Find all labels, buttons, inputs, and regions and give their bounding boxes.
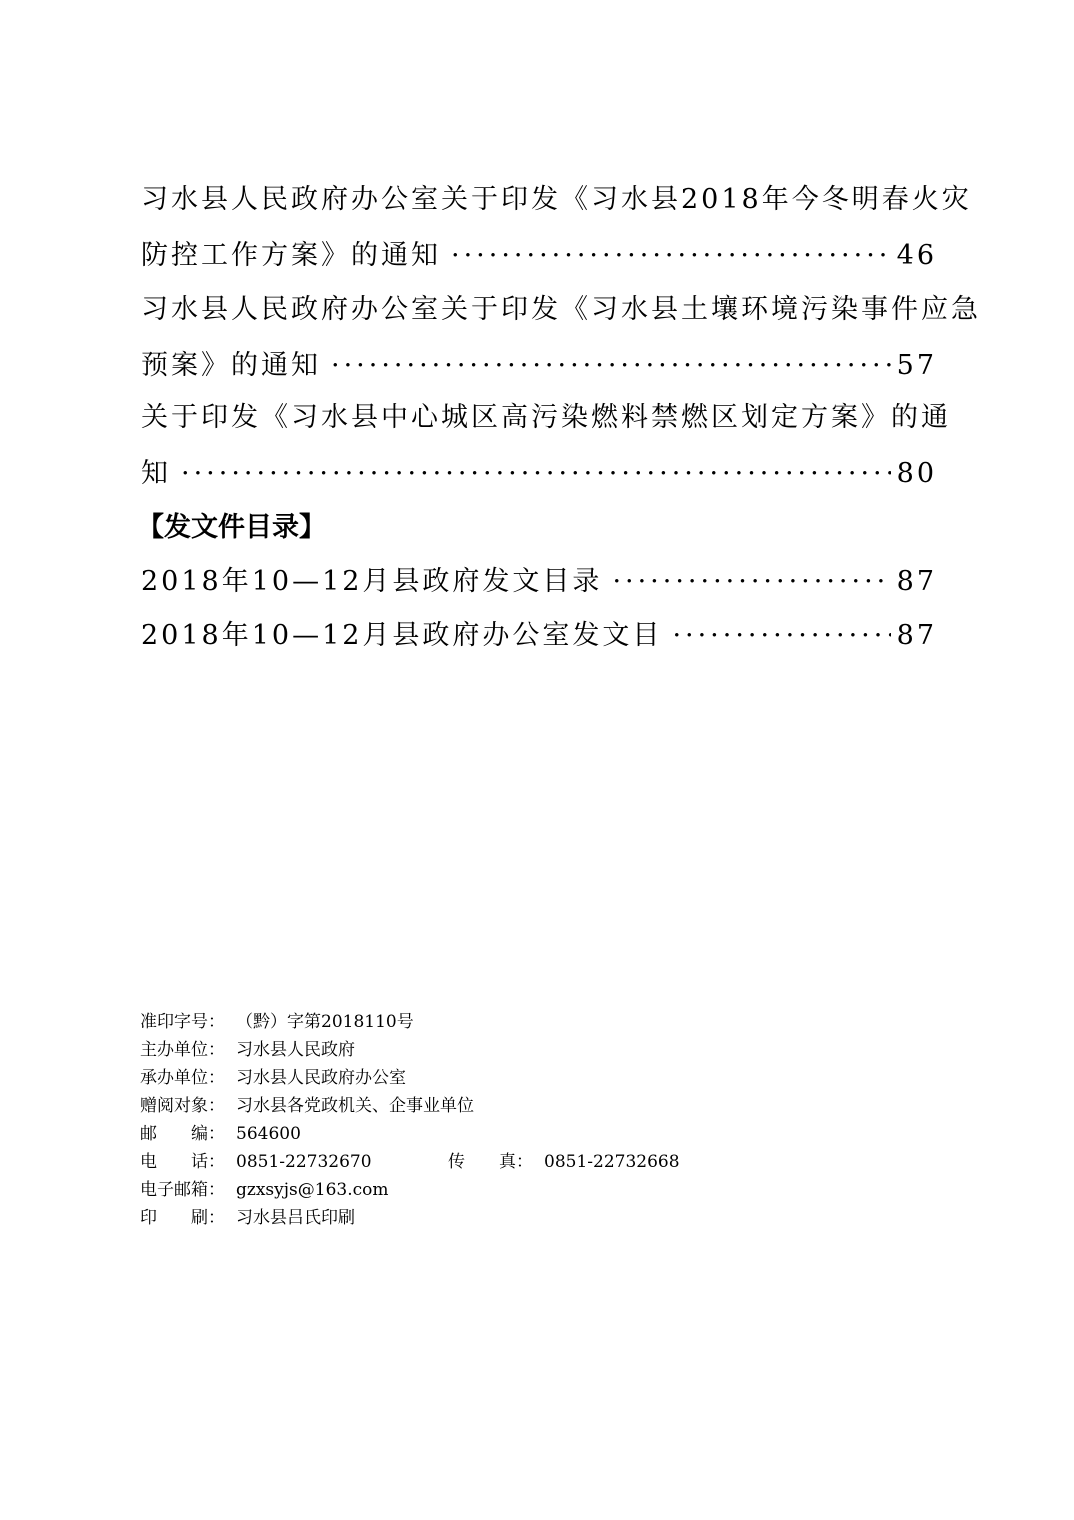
colophon-value: 习水县人民政府 [236,1040,355,1060]
toc-entry-line2 [141,228,937,284]
toc-leader-dots [181,446,891,502]
colophon-permit [140,1008,680,1036]
colophon-label: 电子邮箱： [140,1180,225,1200]
colophon-value: 习水县各党政机关、企事业单位 [236,1096,474,1116]
colophon-email [140,1176,680,1204]
toc-entry-fire-prevention[interactable] [141,172,972,284]
colophon-postcode [140,1120,680,1148]
colophon-label: 赠阅对象： [140,1096,225,1116]
toc-entry-title-line2: 知 [141,458,171,489]
toc-entry-title-line1: 关于印发《习水县中心城区高污染燃料禁燃区划定方案》的通 [141,402,951,433]
toc-entry-fuel-ban-zone[interactable] [141,390,951,502]
colophon-printer [140,1204,680,1232]
toc-leader-dots [672,608,890,664]
toc-entry-county-gov-documents[interactable] [141,554,937,610]
colophon-value: 564600 [236,1124,301,1144]
toc-page-number: 46 [896,240,937,271]
section-heading: 【发文件目录】 [137,512,326,543]
colophon-organizer [140,1064,680,1092]
toc-leader-dots [331,338,891,394]
colophon-label: 邮 编： [140,1124,225,1144]
colophon-phone-value[interactable]: 0851-22732670 [236,1152,372,1172]
colophon-fax-value: 0851-22732668 [544,1152,680,1172]
colophon-email-value[interactable]: gzxsyjs@163.com [236,1180,389,1200]
colophon-label: 承办单位： [140,1068,225,1088]
colophon-label: 印 刷： [140,1208,225,1228]
colophon-label: 准印字号： [140,1012,225,1032]
toc-entry-soil-pollution[interactable] [141,282,981,394]
toc-leader-dots [451,228,891,284]
colophon-label: 主办单位： [140,1040,225,1060]
toc-entry-county-office-documents[interactable] [141,608,937,664]
toc-entry-title: 2018年10—12月县政府发文目录 [141,566,603,597]
colophon-value: 习水县人民政府办公室 [236,1068,406,1088]
toc-page-number: 87 [896,566,937,597]
toc-entry-title-line1: 习水县人民政府办公室关于印发《习水县2018年今冬明春火灾 [141,184,972,215]
toc-entry-title-line2: 防控工作方案》的通知 [141,240,441,271]
colophon-sponsor [140,1036,680,1064]
colophon-label: 传 真： [448,1152,533,1172]
toc-entry-line2 [141,446,937,502]
toc-entry-title: 2018年10—12月县政府办公室发文目 [141,620,663,651]
toc-page-number: 80 [896,458,937,489]
toc-entry-title-line2: 预案》的通知 [141,350,321,381]
colophon-value: 习水县吕氏印刷 [236,1208,355,1228]
toc-leader-dots [612,554,890,610]
toc-entry-line2 [141,338,937,394]
colophon-phone-fax [140,1148,680,1176]
colophon [140,1008,680,1232]
colophon-value: （黔）字第2018110号 [236,1012,414,1032]
colophon-recipients [140,1092,680,1120]
toc-entry-title-line1: 习水县人民政府办公室关于印发《习水县土壤环境污染事件应急 [141,294,981,325]
toc-page-number: 87 [896,620,937,651]
toc-page-number: 57 [896,350,937,381]
colophon-label: 电 话： [140,1152,225,1172]
